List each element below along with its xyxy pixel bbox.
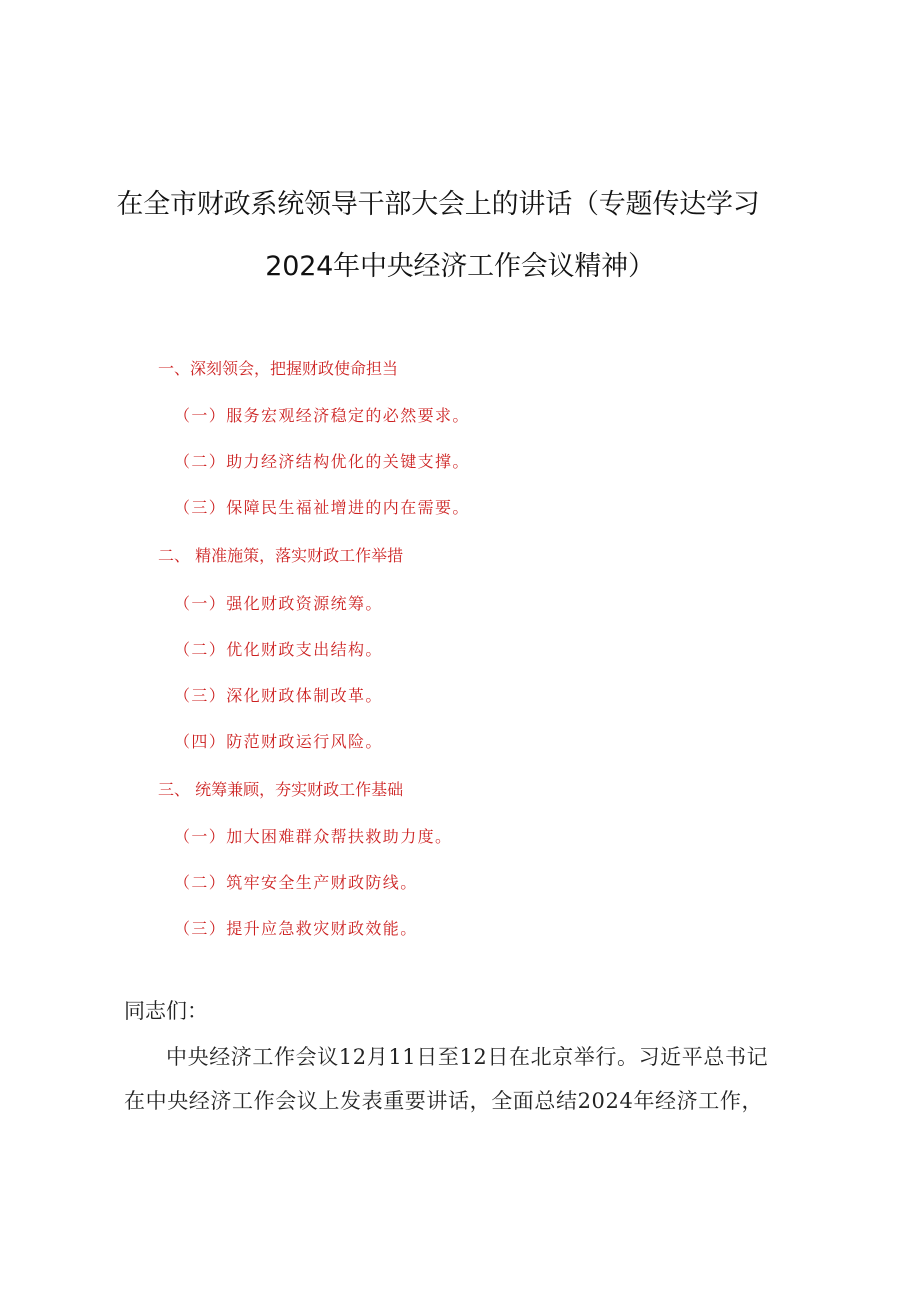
section-2-item-4: （四）防范财政运行风险。 [174, 732, 383, 751]
section-3-item-1: （一）加大困难群众帮扶救助力度。 [174, 827, 453, 846]
section-1-item-1: （一）服务宏观经济稳定的必然要求。 [174, 406, 470, 425]
salutation: 同志们： [124, 999, 208, 1023]
section-2-item-1: （一）强化财政资源统筹。 [174, 594, 383, 613]
document-title-line-2: 2024年中央经济工作会议精神） [265, 251, 655, 282]
body-paragraph-line-2: 在中央经济工作会议上发表重要讲话，全面总结2024年经济工作， [124, 1089, 764, 1113]
document-title-line-1: 在全市财政系统领导干部大会上的讲话（专题传达学习 [116, 189, 760, 220]
section-3-item-3: （三）提升应急救灾财政效能。 [174, 919, 418, 938]
section-heading-3: 三、 统筹兼顾，夯实财政工作基础 [158, 780, 404, 799]
section-2-item-2: （二）优化财政支出结构。 [174, 640, 383, 659]
section-heading-1: 一、深刻领会，把握财政使命担当 [158, 359, 399, 378]
section-1-item-2: （二）助力经济结构优化的关键支撑。 [174, 452, 470, 471]
body-paragraph-line-1: 中央经济工作会议12月11日至12日在北京举行。习近平总书记 [166, 1045, 769, 1069]
section-heading-2: 二、 精准施策，落实财政工作举措 [158, 546, 404, 565]
section-3-item-2: （二）筑牢安全生产财政防线。 [174, 873, 418, 892]
section-2-item-3: （三）深化财政体制改革。 [174, 686, 383, 705]
section-1-item-3: （三）保障民生福祉增进的内在需要。 [174, 498, 470, 517]
